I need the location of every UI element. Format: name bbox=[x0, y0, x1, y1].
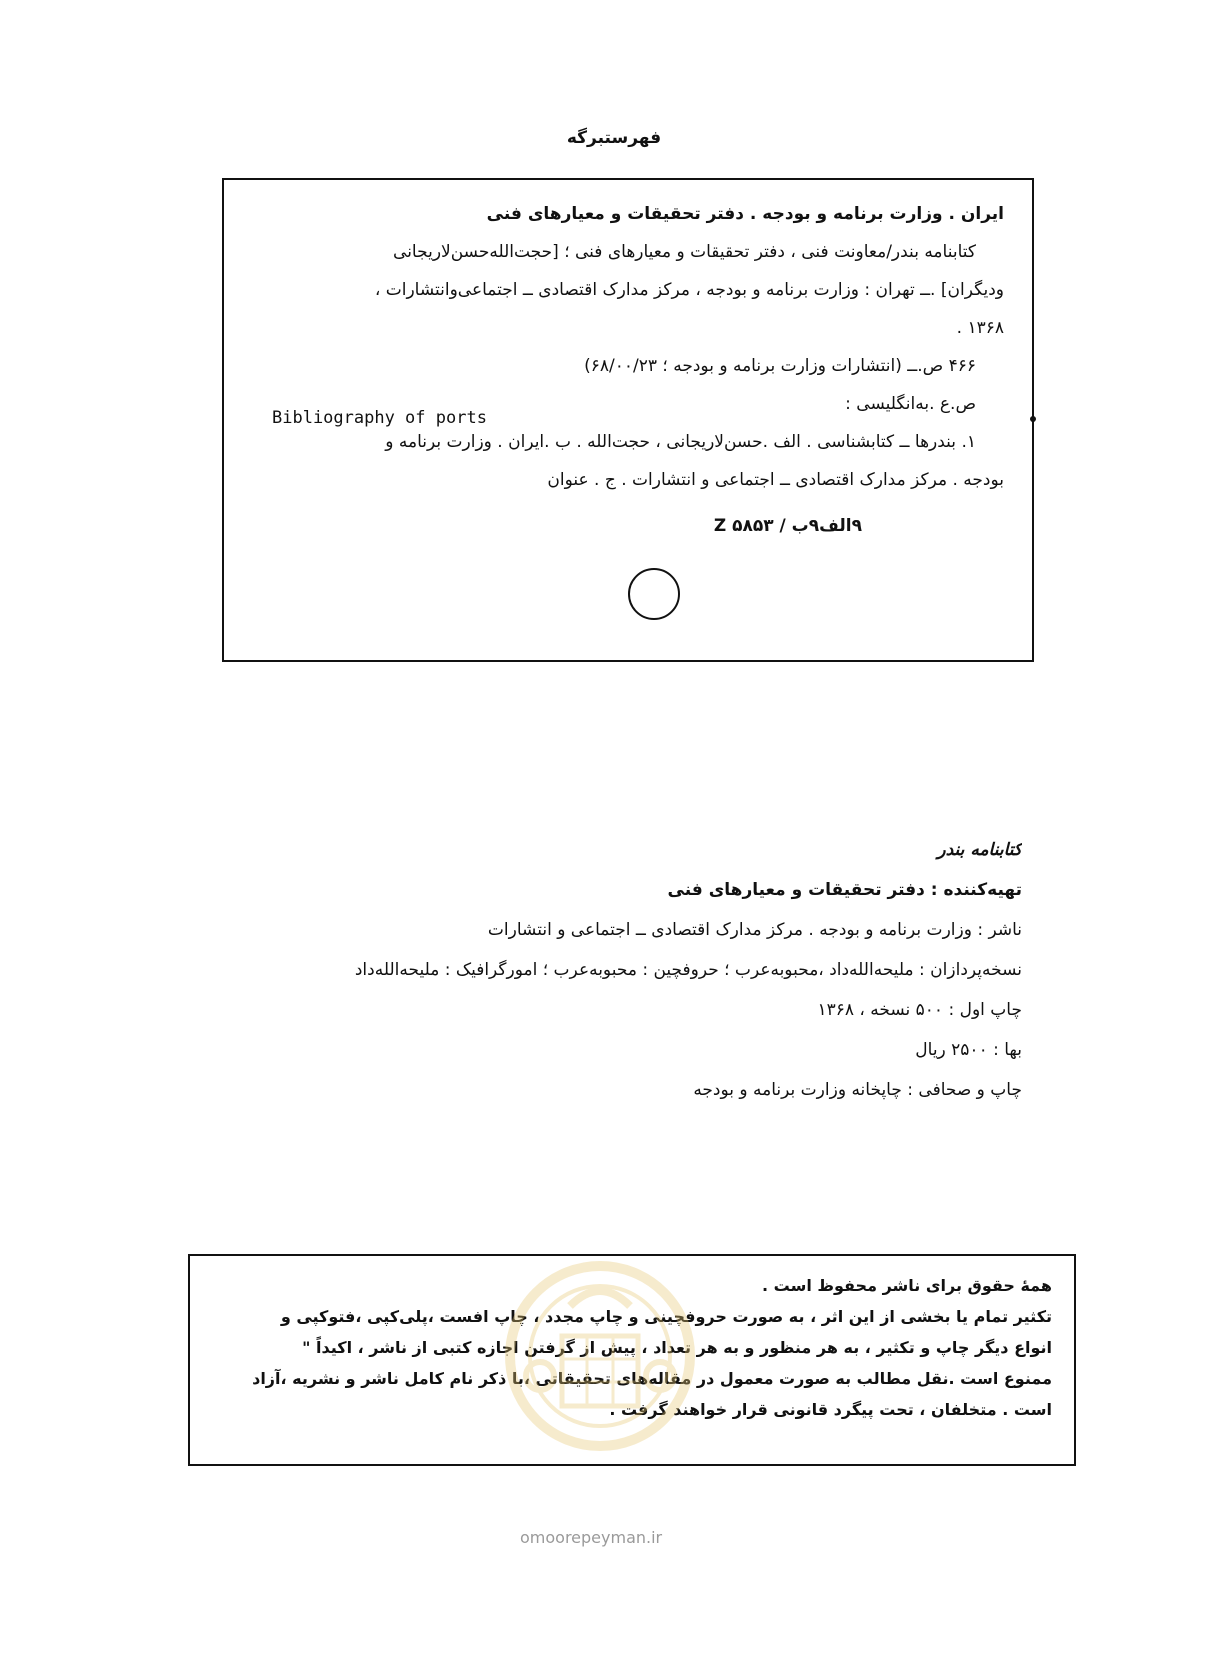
copyright-line: است . متخلفان ، تحت پیگرد قانونی قرار خواهند گرفت . bbox=[609, 1400, 1052, 1419]
bullet-dot bbox=[1030, 416, 1036, 422]
watermark-seal-icon bbox=[500, 1236, 700, 1486]
catalog-pages-line: ۴۶۶ ص.ــ (انتشارات وزارت برنامه و بودجه ؛ ۶۸/۰۰/۲۳) bbox=[584, 356, 976, 376]
catalog-heading: ایران . وزارت برنامه و بودجه . دفتر تحقیقات و معیارهای فنی bbox=[486, 204, 1004, 224]
imprint-title: کتابنامه بندر bbox=[937, 840, 1022, 860]
copyright-line: ممنوع است .نقل مطالب به صورت معمول در مقاله‌های تحقیقاتی ،با ذکر نام کامل ناشر و نشریه ،آزاد bbox=[252, 1369, 1052, 1388]
subject-line: ۱. بندرها ــ کتابشناسی . الف .حسن‌لاریجانی ، حجت‌الله . ب .ایران . وزارت برنامه و bbox=[385, 432, 976, 452]
price: بها : ۲۵۰۰ ریال bbox=[915, 1040, 1022, 1060]
typesetters: نسخه‌پردازان : ملیحه‌الله‌داد ،محبوبه‌عرب ؛ حروفچین : محبوبه‌عرب ؛ امورگرافیک : ملیحه‌الله‌داد bbox=[354, 960, 1022, 980]
catalog-card bbox=[222, 178, 1034, 662]
publisher: ناشر : وزارت برنامه و بودجه . مرکز مدارک اقتصادی ــ اجتماعی و انتشارات bbox=[487, 920, 1022, 940]
printing: چاپ و صحافی : چاپخانه وزارت برنامه و بودجه bbox=[693, 1080, 1022, 1100]
catalog-line: ۱۳۶۸ . bbox=[956, 318, 1004, 338]
watermark-text: omoorepeyman.ir bbox=[520, 1528, 663, 1547]
catalog-line: ودیگران] .ــ تهران : وزارت برنامه و بودجه ، مرکز مدارک اقتصادی ــ اجتماعی‌وانتشارات ، bbox=[374, 280, 1004, 300]
call-number: ۹الف۹ب / Z ۵۸۵۳ bbox=[713, 516, 862, 536]
prepared-by: تهیه‌کننده : دفتر تحقیقات و معیارهای فنی bbox=[667, 880, 1022, 900]
copyright-line: انواع دیگر چاپ و تکثیر ، به هر منظور و به هر تعداد ، پیش از گرفتن اجازه کتبی از ناشر ، اکیداً " bbox=[302, 1338, 1052, 1357]
copyright-line: تکثیر تمام یا بخشی از این اثر ، به صورت حروفچینی و چاپ مجدد ، چاپ افست ،پلی‌کپی ،فتوکپی و bbox=[280, 1307, 1052, 1326]
catalog-line: کتابنامه بندر/معاونت فنی ، دفتر تحقیقات و معیارهای فنی ؛ [حجت‌الله‌حسن‌لاریجانی bbox=[393, 242, 976, 262]
stamp-circle bbox=[628, 568, 680, 620]
english-title: Bibliography of ports bbox=[272, 408, 487, 428]
english-title-label: ص.ع .به‌انگلیسی : bbox=[845, 394, 976, 414]
page-title: فهرستبرگه bbox=[566, 128, 662, 148]
subject-line: بودجه . مرکز مدارک اقتصادی ــ اجتماعی و انتشارات . ج . عنوان bbox=[547, 470, 1004, 490]
first-edition: چاپ اول : ۵۰۰ نسخه ، ۱۳۶۸ bbox=[817, 1000, 1022, 1020]
imprint-block bbox=[202, 830, 1022, 1110]
copyright-line: همهٔ حقوق برای ناشر محفوظ است . bbox=[762, 1276, 1052, 1295]
